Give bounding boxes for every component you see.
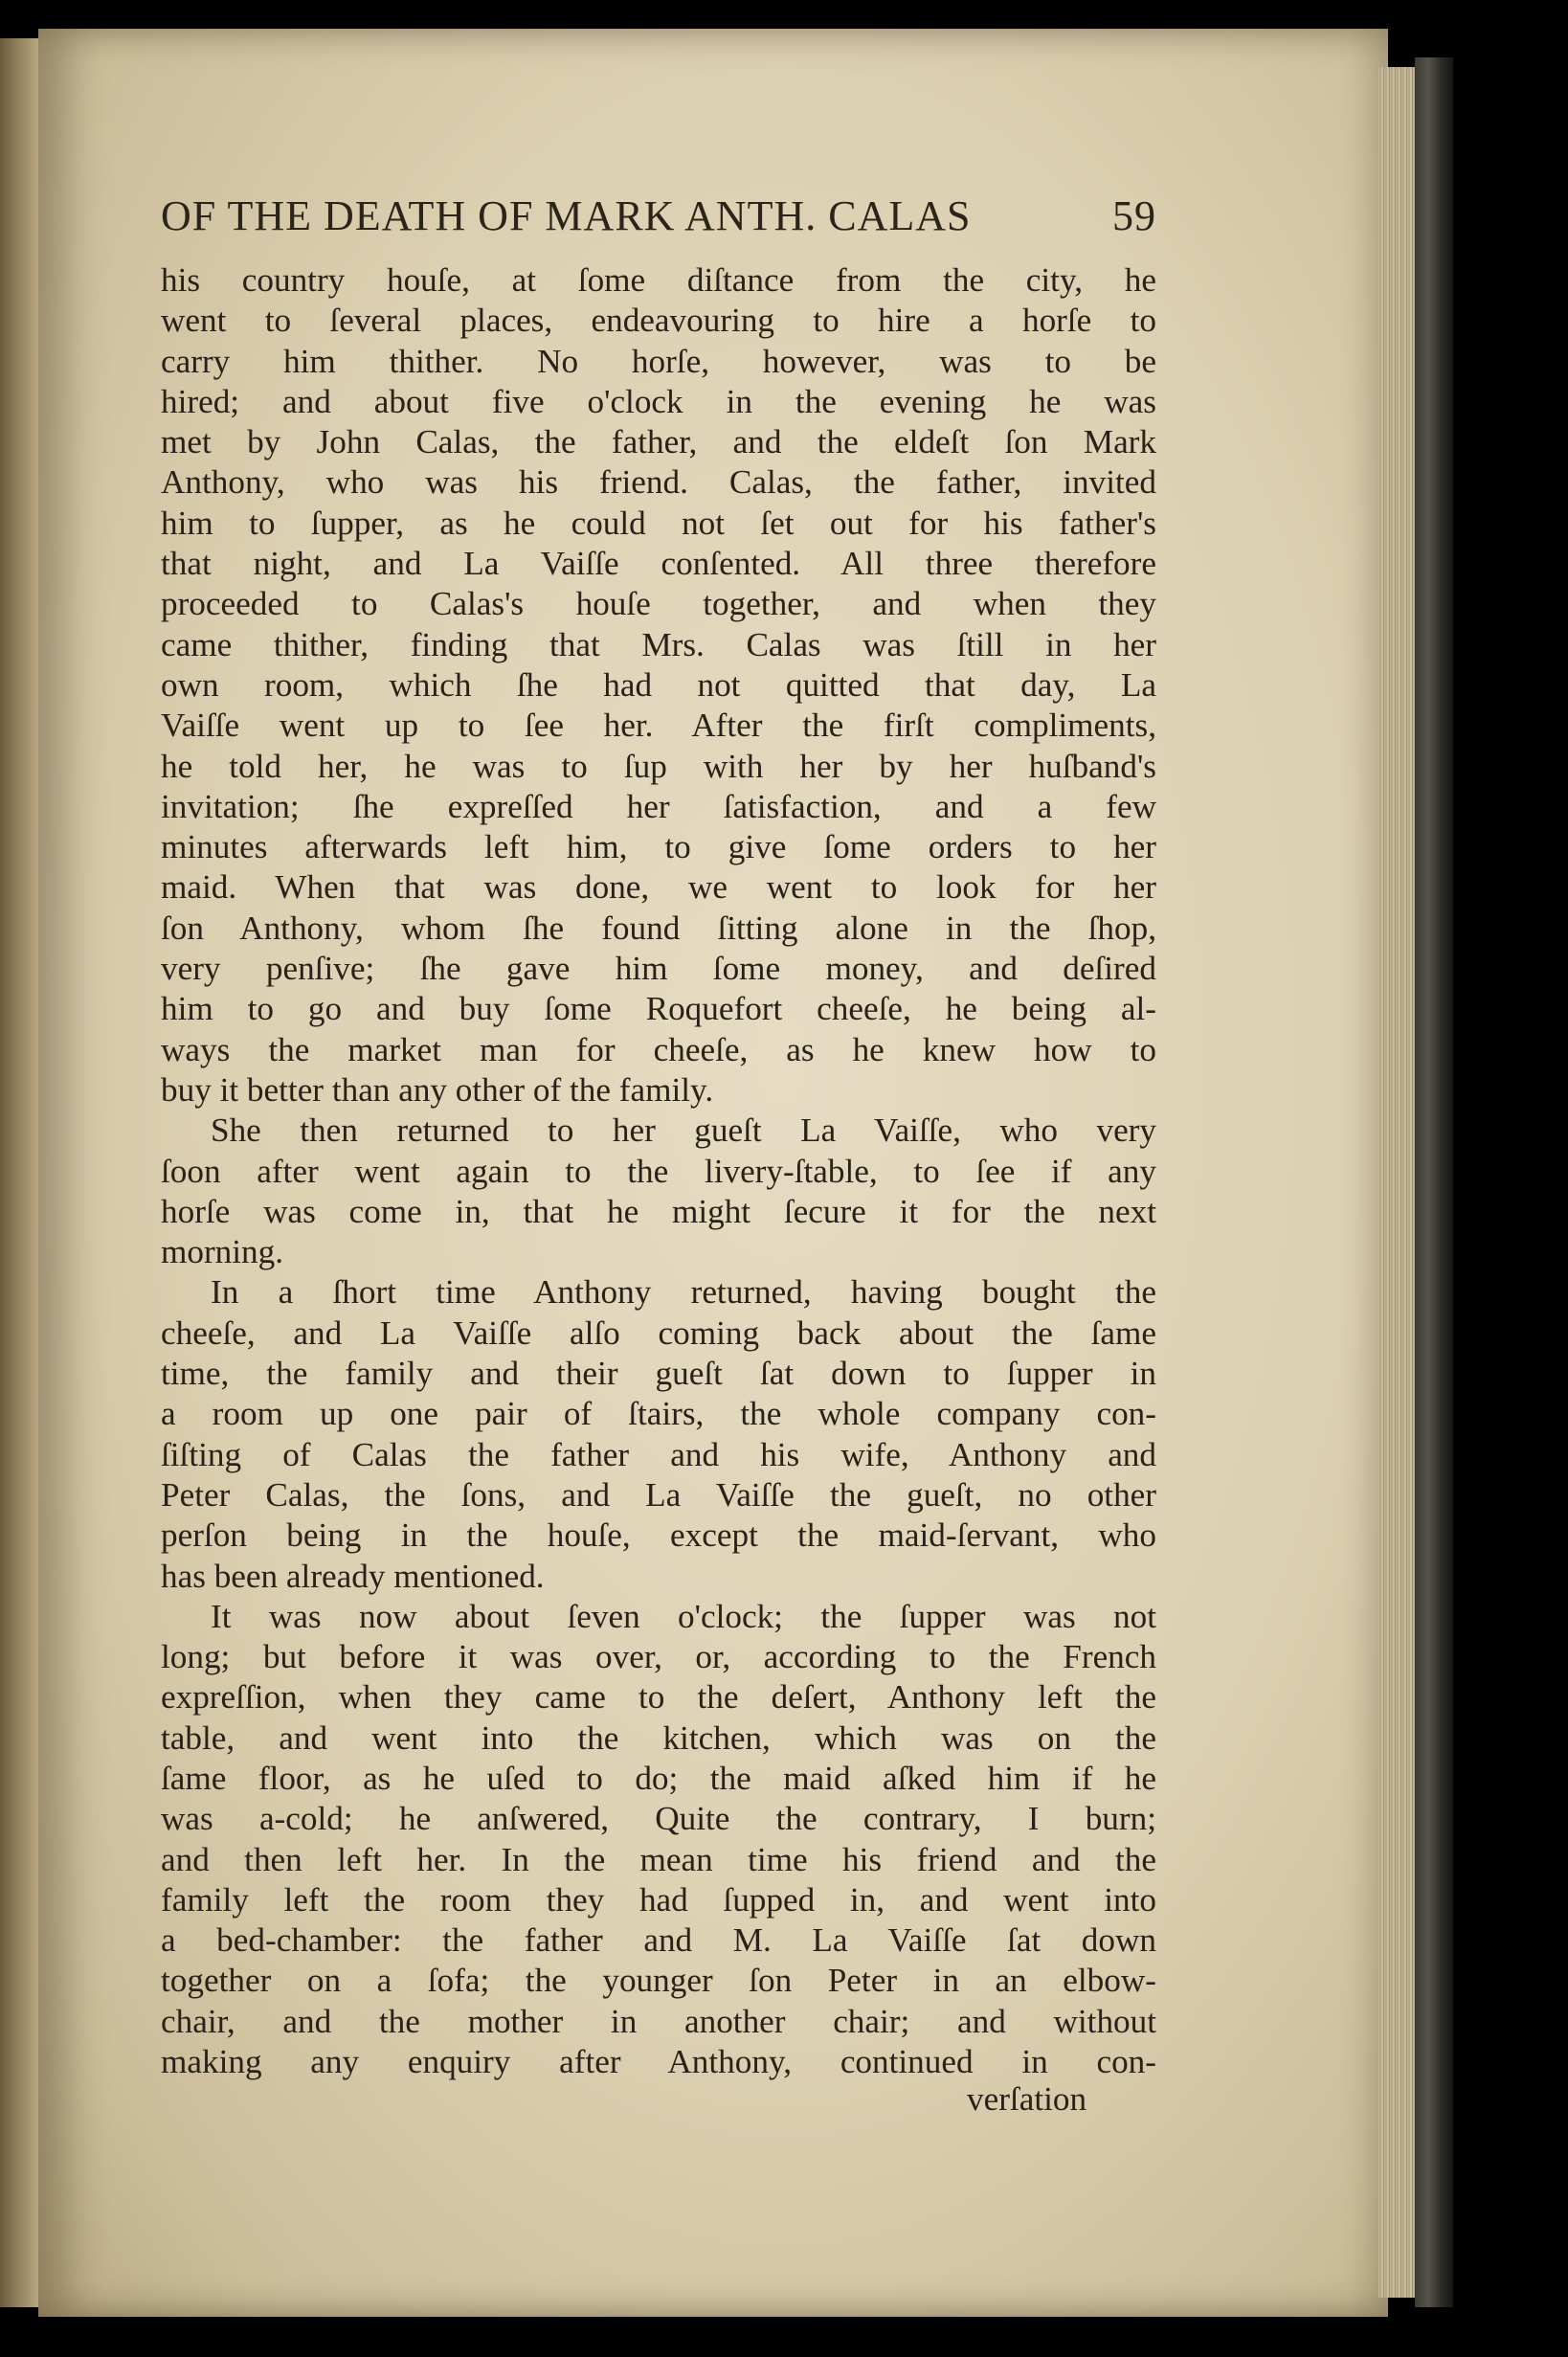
text-line: that night, and La Vaiſſe conſented. All three therefore <box>161 545 1156 583</box>
text-line: a room up one pair of ſtairs, the whole company con- <box>161 1395 1156 1433</box>
text-line: went to ſeveral places, endeavouring to hire a horſe to <box>161 302 1156 340</box>
text-line: perſon being in the houſe, except the maid-ſervant, who <box>161 1516 1156 1555</box>
text-line: hired; and about five o'clock in the evening he was <box>161 382 1156 420</box>
text-line: long; but before it was over, or, according to the French <box>161 1638 1156 1676</box>
text-line: minutes afterwards left him, to give ſome orders to her <box>161 828 1156 866</box>
text-line: ways the market man for cheeſe, as he knew how to <box>161 1030 1156 1068</box>
text-line: It was now about ſeven o'clock; the ſupper was not <box>211 1597 1156 1635</box>
text-line: Vaiſſe went up to ſee her. After the firſt compliments, <box>161 707 1156 745</box>
text-line: him to ſupper, as he could not ſet out for his father's <box>161 504 1156 542</box>
text-line: cheeſe, and La Vaiſſe alſo coming back about the ſame <box>161 1313 1156 1352</box>
text-line: table, and went into the kitchen, which was on the <box>161 1718 1156 1757</box>
text-line: was a-cold; he anſwered, Quite the contrary, I burn; <box>161 1800 1156 1838</box>
text-line: chair, and the mother in another chair; and without <box>161 2002 1156 2040</box>
page-edge-stack <box>1378 67 1417 2298</box>
text-line: ſon Anthony, whom ſhe found ſitting alone in the ſhop, <box>161 909 1156 947</box>
text-line: came thither, finding that Mrs. Calas was ſtill in her <box>161 625 1156 663</box>
text-line: he told her, he was to ſup with her by her huſband's <box>161 747 1156 785</box>
text-line: Peter Calas, the ſons, and La Vaiſſe the gueſt, no other <box>161 1475 1156 1514</box>
text-line: a bed-chamber: the father and M. La Vaiſſe ſat down <box>161 1921 1156 1960</box>
text-line: together on a ſofa; the younger ſon Peter in an elbow- <box>161 1962 1156 2000</box>
text-line: met by John Calas, the father, and the eldeſt ſon Mark <box>161 423 1156 461</box>
text-line: his country houſe, at ſome diſtance from the city, he <box>161 261 1156 299</box>
catchword: verſation <box>967 2080 1087 2118</box>
text-line: Anthony, who was his friend. Calas, the father, invited <box>161 463 1156 502</box>
body-text <box>161 260 1156 2082</box>
text-line: family left the room they had ſupped in, and went into <box>161 1880 1156 1919</box>
book-cover-edge <box>1415 57 1453 2307</box>
text-line: ſoon after went again to the livery-ſtable, to ſee if any <box>161 1152 1156 1190</box>
text-line: expreſſion, when they came to the deſert, Anthony left the <box>161 1678 1156 1717</box>
page-number: 59 <box>1112 192 1156 239</box>
text-line: making any enquiry after Anthony, continued in con- <box>161 2043 1156 2081</box>
text-line: very penſive; ſhe gave him ſome money, and deſired <box>161 950 1156 988</box>
text-line: She then returned to her gueſt La Vaiſſe, who very <box>211 1111 1156 1150</box>
text-line: morning. <box>161 1233 284 1271</box>
text-line: time, the family and their gueſt ſat down to ſupper in <box>161 1355 1156 1393</box>
text-line: proceeded to Calas's houſe together, and when they <box>161 585 1156 623</box>
text-line: maid. When that was done, we went to look for her <box>161 868 1156 907</box>
running-title: OF THE DEATH OF MARK ANTH. CALAS <box>161 192 972 239</box>
text-line: ſiſting of Calas the father and his wife, Anthony and <box>161 1435 1156 1473</box>
text-line: him to go and buy ſome Roquefort cheeſe, he being al- <box>161 990 1156 1028</box>
text-line: own room, which ſhe had not quitted that day, La <box>161 665 1156 704</box>
text-line: invitation; ſhe expreſſed her ſatisfaction, and a few <box>161 787 1156 825</box>
text-line: has been already mentioned. <box>161 1557 545 1595</box>
text-line: horſe was come in, that he might ſecure it for the next <box>161 1192 1156 1230</box>
text-line: carry him thither. No horſe, however, was to be <box>161 342 1156 380</box>
running-head <box>161 191 1156 249</box>
facing-page-edge <box>0 38 38 2307</box>
text-line: and then left her. In the mean time his friend and the <box>161 1840 1156 1878</box>
text-line: buy it better than any other of the family. <box>161 1070 714 1109</box>
text-line: ſame floor, as he uſed to do; the maid aſked him if he <box>161 1759 1156 1797</box>
text-line: In a ſhort time Anthony returned, having bought the <box>211 1273 1156 1312</box>
